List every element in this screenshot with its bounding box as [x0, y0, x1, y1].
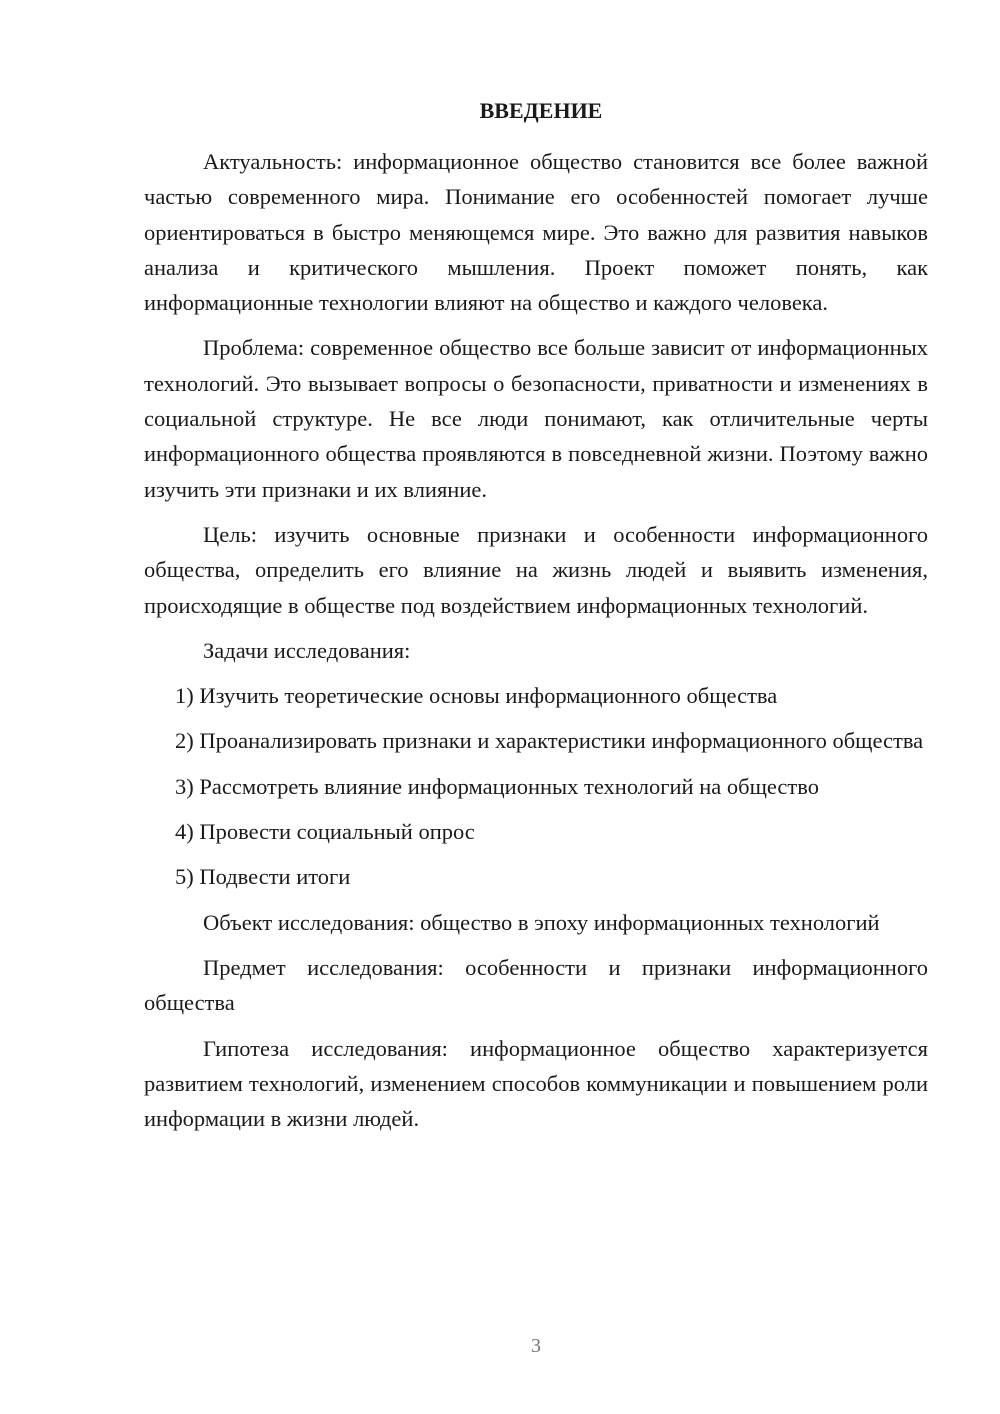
page-number: 3 — [531, 1335, 541, 1357]
section-title: ВВЕДЕНИЕ — [479, 98, 603, 123]
task-item-4: 4) Провести социальный опрос — [175, 819, 475, 845]
task-item-2: 2) Проанализировать признаки и характеристики информационного общества — [175, 728, 924, 754]
subject-paragraph: Предмет исследования: особенности и признаки информационного общества — [144, 954, 928, 1016]
task-item-1: 1) Изучить теоретические основы информационного общества — [175, 683, 778, 709]
task-item-3: 3) Рассмотреть влияние информационных технологий на общество — [175, 773, 819, 799]
hypothesis-paragraph: Гипотеза исследования: информационное общество характеризуется развитием технологий, изменением способов коммуникации и повышением роли информации в жизни людей. — [144, 1035, 928, 1132]
object-paragraph: Объект исследования: общество в эпоху информационных технологий — [203, 909, 880, 935]
problem-paragraph: Проблема: современное общество все больше зависит от информационных технологий. Это вызывает вопросы о безопасности, приватности и изменениях в социальной структуре. Не все люди понимают, как отличительные черты информационного общества проявляются в повседневной жизни. Поэтому важно изучить эти признаки и их влияние. — [144, 335, 928, 502]
tasks-heading: Задачи исследования: — [203, 637, 411, 663]
task-item-5: 5) Подвести итоги — [175, 864, 351, 890]
relevance-paragraph: Актуальность: информационное общество становится все более важной частью современного мира. Понимание его особенностей помогает лучше ориентироваться в быстро меняющемся мире. Это важно для развития навыков анализа и критического мышления. Проект поможет понять, как информационные технологии влияют на общество и каждого человека. — [144, 149, 928, 316]
goal-paragraph: Цель: изучить основные признаки и особенности информационного общества, определить его влияние на жизнь людей и выявить изменения, происходящие в обществе под воздействием информационных технологий. — [144, 521, 928, 618]
